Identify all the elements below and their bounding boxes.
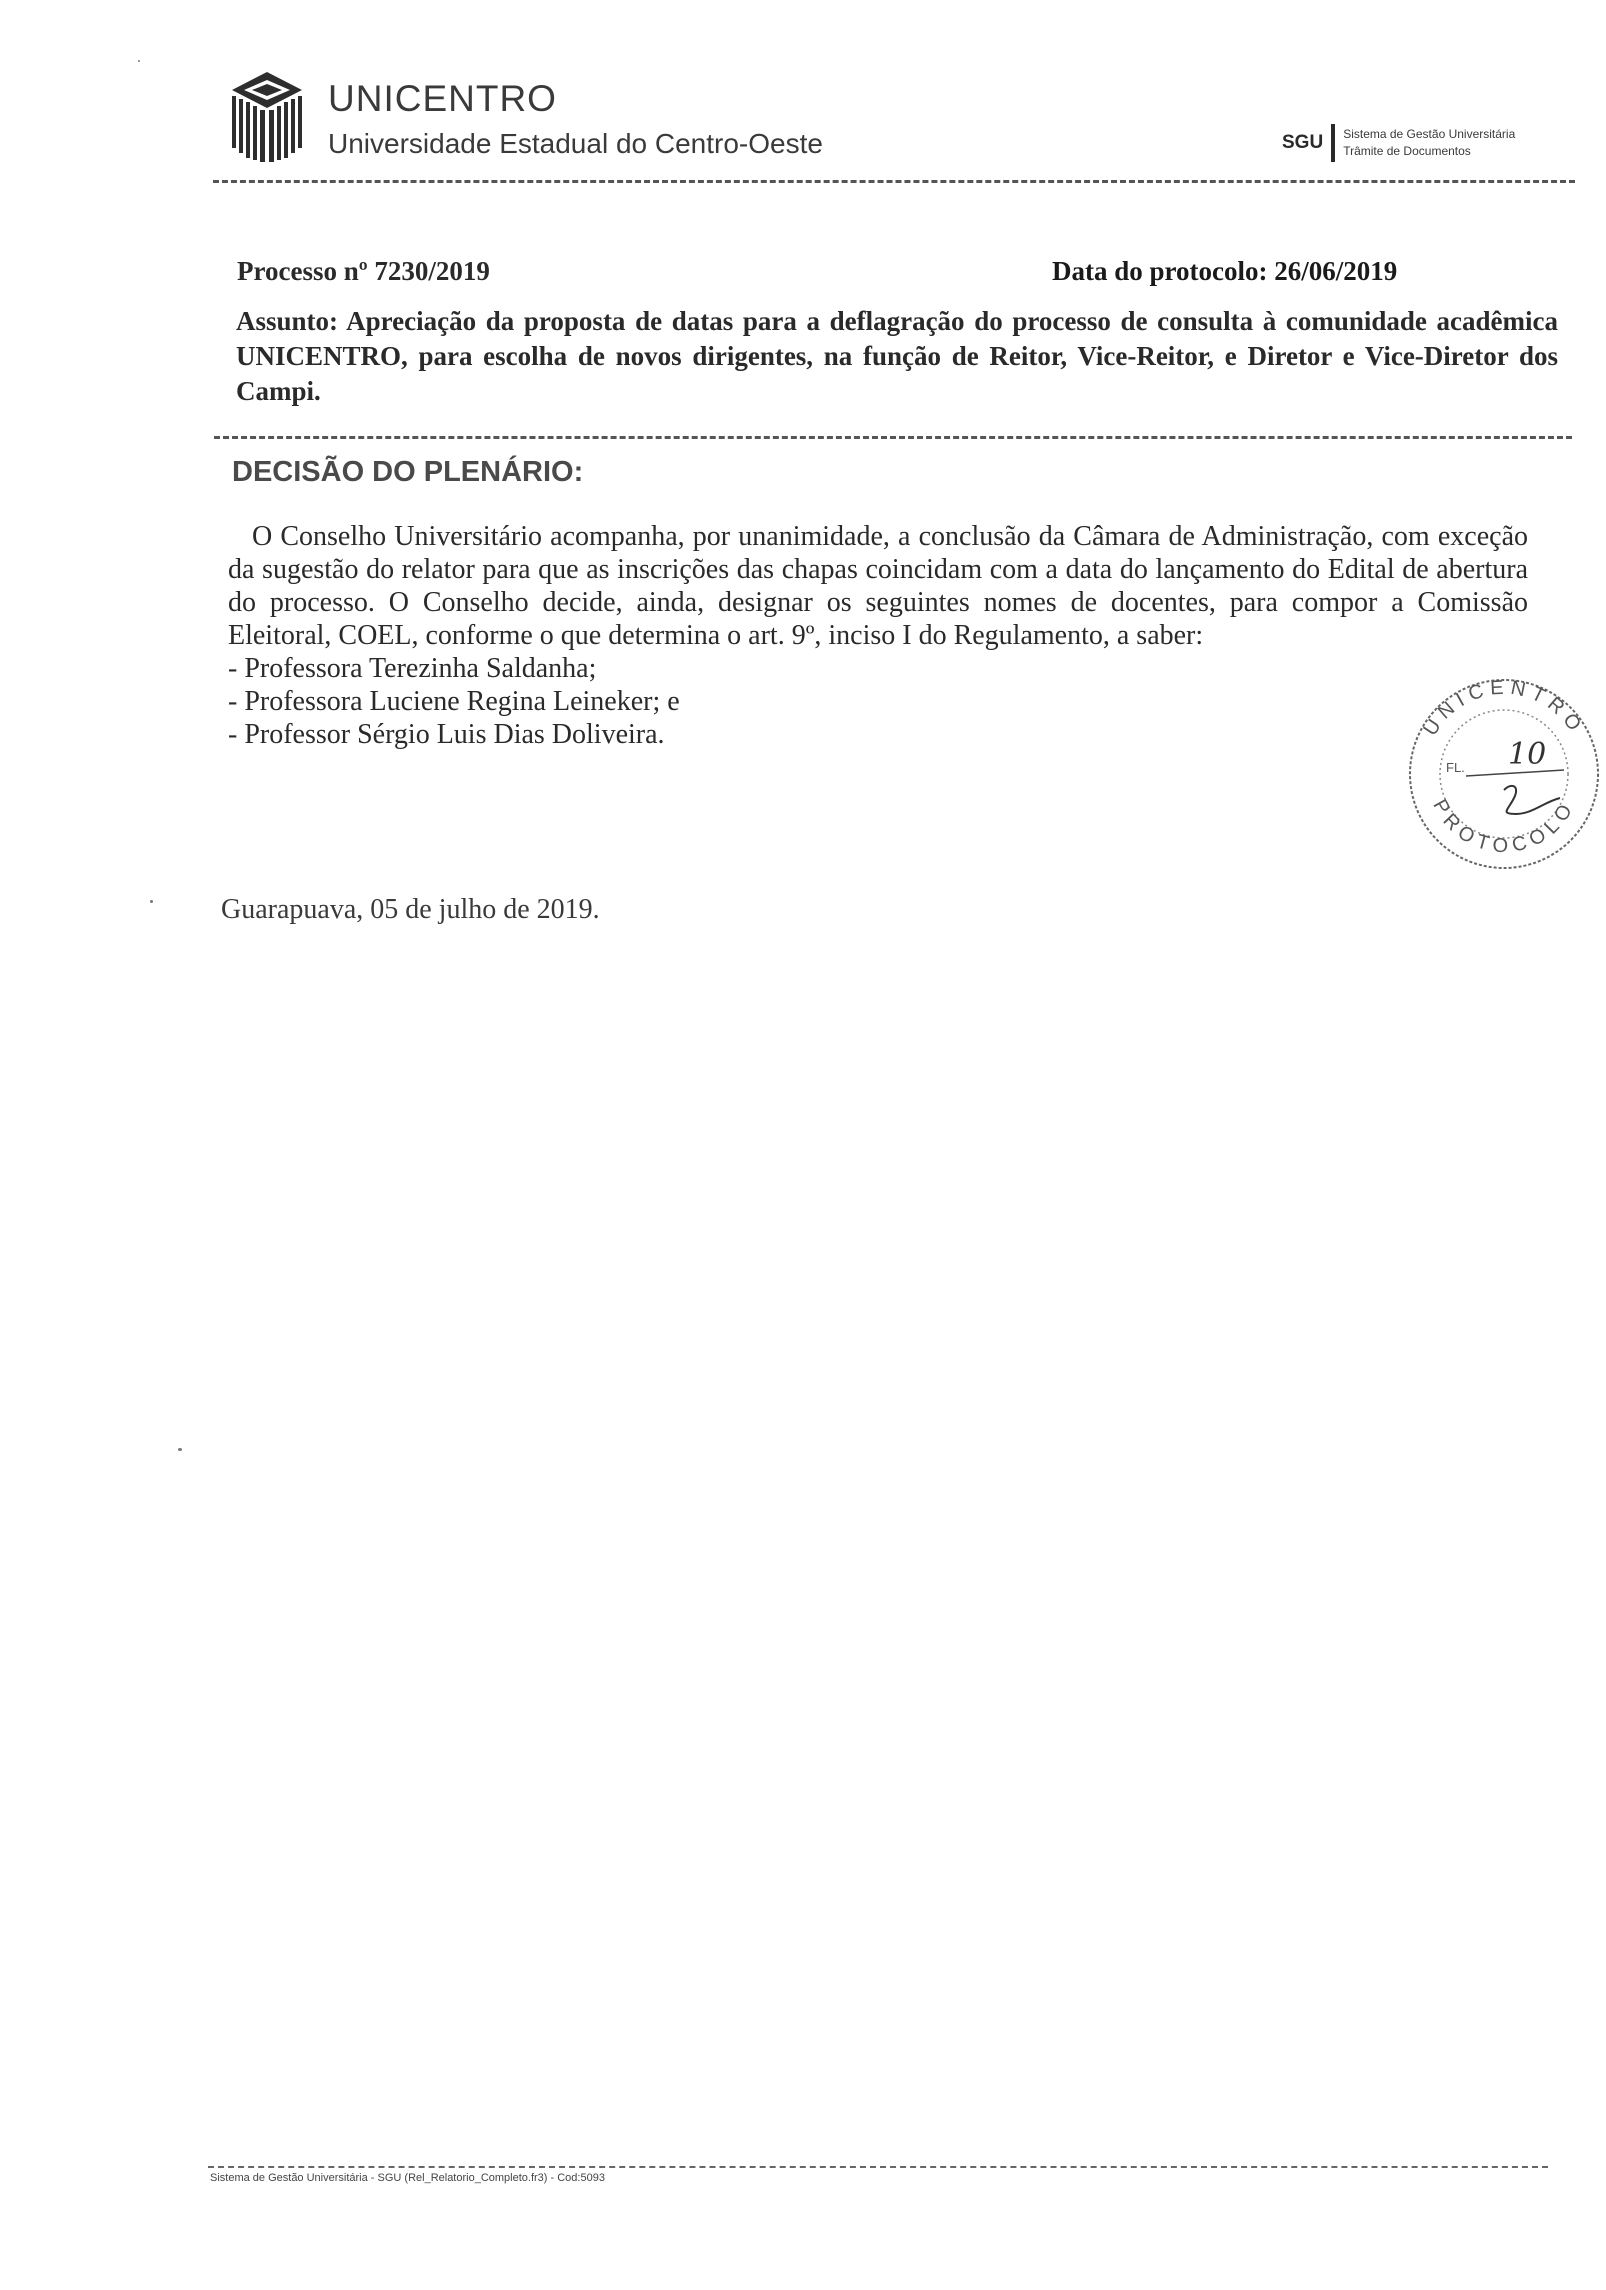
commission-members bbox=[228, 652, 1528, 751]
sgu-code: SGU bbox=[1282, 132, 1324, 153]
stamp-fl-label: FL. bbox=[1446, 760, 1465, 775]
member-item: - Professora Luciene Regina Leineker; e bbox=[228, 686, 680, 717]
stamp-page-number: 10 bbox=[1508, 737, 1547, 772]
member-item: - Professora Terezinha Saldanha; bbox=[228, 653, 597, 684]
brand-full-name: Universidade Estadual do Centro-Oeste bbox=[328, 128, 823, 159]
scan-speck bbox=[138, 60, 140, 62]
place-and-date: Guarapuava, 05 de julho de 2019. bbox=[221, 894, 600, 925]
sgu-divider bbox=[1331, 124, 1335, 162]
unicentro-logo-icon bbox=[228, 70, 306, 164]
stamp-top-text: UNICENTRO bbox=[1419, 676, 1589, 740]
scan-speck bbox=[150, 900, 153, 903]
member-item: - Professor Sérgio Luis Dias Doliveira. bbox=[228, 719, 665, 750]
subject-divider bbox=[214, 436, 1572, 439]
sgu-line-2: Trâmite de Documentos bbox=[1343, 144, 1471, 158]
decision-paragraph: O Conselho Universitário acompanha, por unanimidade, a conclusão da Câmara de Administração, com exceção da sugestão do relator para que as inscrições das chapas coincidam com a data do lançamento do Edital de abertura do processo. O Conselho decide, ainda, designar os seguintes nomes de docentes, para compor a Comissão Eleitoral, COEL, conforme o que determina o art. 9º, inciso I do Regulamento, a saber: bbox=[228, 521, 1528, 651]
decision-heading: DECISÃO DO PLENÁRIO: bbox=[232, 456, 584, 488]
sgu-badge bbox=[1282, 122, 1515, 164]
footer-note: Sistema de Gestão Universitária - SGU (Rel_Relatorio_Completo.fr3) - Cod:5093 bbox=[210, 2172, 605, 2184]
footer-divider bbox=[208, 2166, 1548, 2168]
protocol-date: Data do protocolo: 26/06/2019 bbox=[1052, 256, 1398, 286]
header-divider bbox=[213, 180, 1575, 183]
decision-body bbox=[228, 520, 1528, 751]
brand-name: UNICENTRO bbox=[328, 78, 557, 119]
sgu-line-1: Sistema de Gestão Universitária bbox=[1343, 127, 1516, 141]
stamp-bottom-text: PROTOCOLO bbox=[1428, 795, 1580, 858]
stamp-signature bbox=[1504, 786, 1560, 814]
process-subject: Assunto: Apreciação da proposta de datas para a deflagração do processo de consulta à comunidade acadêmica UNICENTRO, para escolha de novos dirigentes, na função de Reitor, Vice-Reitor, e Diretor e Vice-Diretor dos Campi. bbox=[236, 306, 1558, 406]
protocol-stamp bbox=[1404, 664, 1604, 894]
process-number: Processo nº 7230/2019 bbox=[237, 256, 490, 286]
scan-speck bbox=[178, 1448, 182, 1451]
sgu-description bbox=[1343, 126, 1515, 160]
